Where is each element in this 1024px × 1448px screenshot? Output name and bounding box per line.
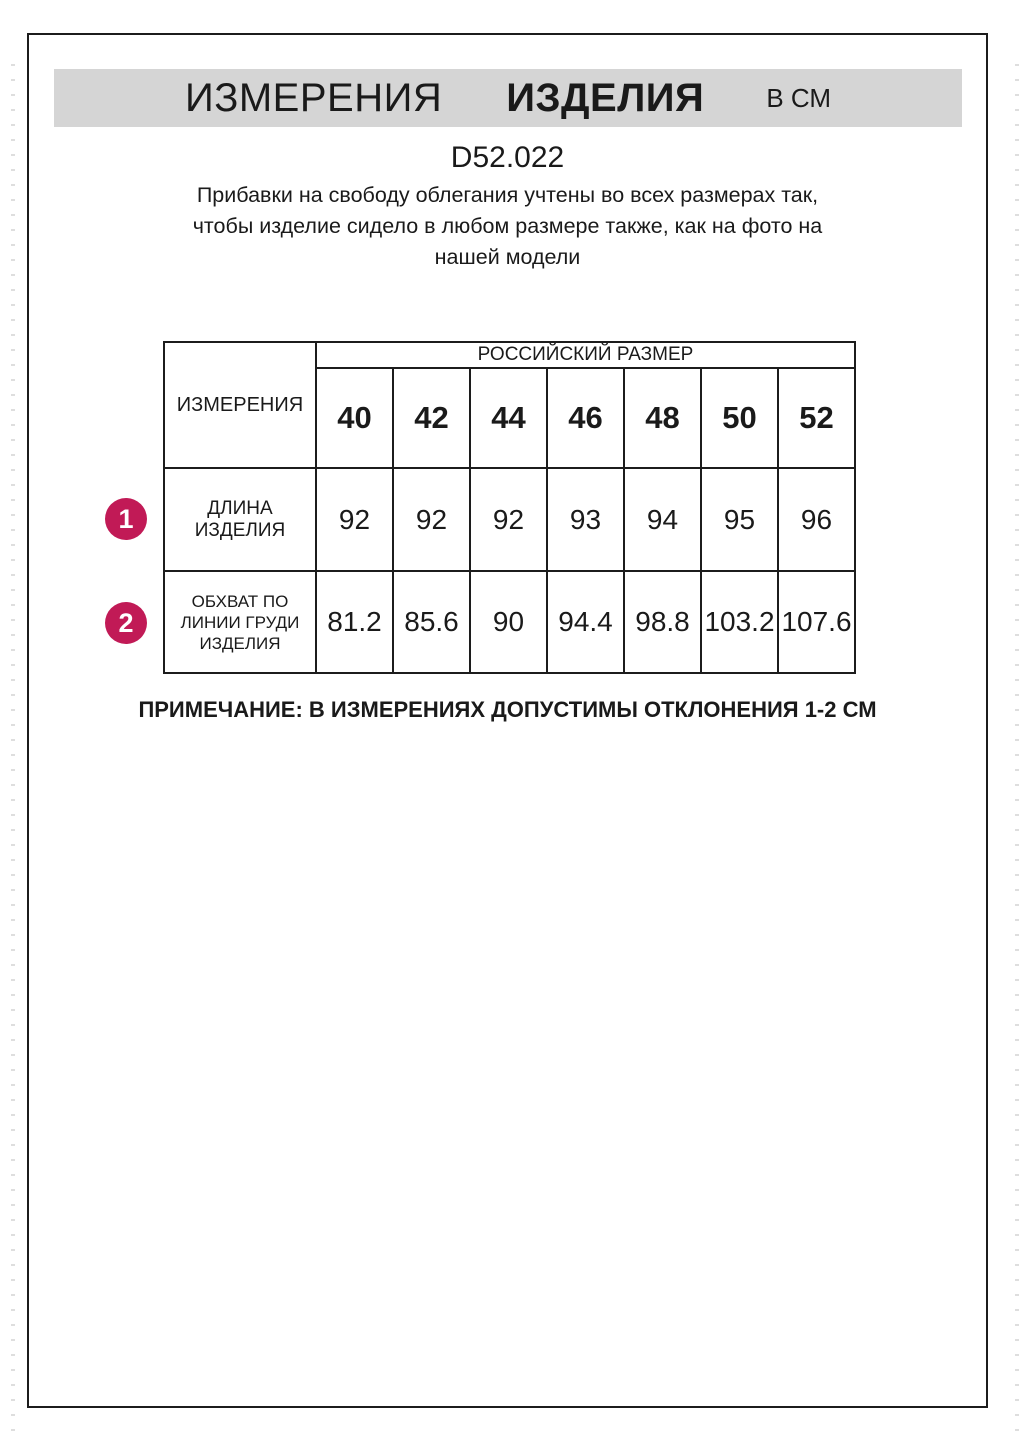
size-header-50: 50 (701, 368, 778, 468)
size-header-44: 44 (470, 368, 547, 468)
length-row-label: ДЛИНА ИЗДЕЛИЯ (164, 468, 316, 571)
fit-description (29, 180, 986, 273)
length-value-46: 93 (547, 468, 624, 571)
chest-value-44: 90 (470, 571, 547, 673)
chest-value-50: 103.2 (701, 571, 778, 673)
length-value-52: 96 (778, 468, 855, 571)
tolerance-note: ПРИМЕЧАНИЕ: В ИЗМЕРЕНИЯХ ДОПУСТИМЫ ОТКЛОНЕНИЯ 1-2 СМ (138, 697, 877, 722)
chest-row-label-line-2: ЛИНИИ ГРУДИ (180, 612, 300, 632)
row-marker-1-number: 1 (118, 503, 134, 534)
length-value-50: 95 (701, 468, 778, 571)
fit-description-line-2: чтобы изделие сидело в любом размере также, как на фото на (192, 214, 823, 238)
page-border-frame (27, 33, 988, 1408)
fit-description-line-3: нашей модели (434, 245, 581, 269)
length-value-40: 92 (316, 468, 393, 571)
chest-value-40: 81.2 (316, 571, 393, 673)
chest-value-48: 98.8 (624, 571, 701, 673)
row-marker-2-number: 2 (118, 607, 134, 638)
size-measurements-table (163, 341, 856, 674)
left-edge-tick-marks (11, 64, 15, 1440)
russian-size-header: РОССИЙСКИЙ РАЗМЕР (316, 342, 855, 368)
size-header-48: 48 (624, 368, 701, 468)
chest-value-42: 85.6 (393, 571, 470, 673)
page-title-word-measurements: ИЗМЕРЕНИЯ (184, 75, 443, 120)
size-header-42: 42 (393, 368, 470, 468)
table-row-length (164, 468, 855, 571)
size-header-46: 46 (547, 368, 624, 468)
row-marker-2 (105, 602, 147, 644)
length-value-44: 92 (470, 468, 547, 571)
length-value-42: 92 (393, 468, 470, 571)
chest-value-46: 94.4 (547, 571, 624, 673)
row-marker-1 (105, 498, 147, 540)
page-title-word-product: ИЗДЕЛИЯ (506, 75, 705, 120)
chest-row-label-line-1: ОБХВАТ ПО (191, 591, 289, 611)
size-header-40: 40 (316, 368, 393, 468)
right-edge-tick-marks (1015, 64, 1019, 1440)
page-title-units: В СМ (766, 82, 832, 113)
table-row-size-system (164, 342, 855, 368)
table-row-chest (164, 571, 855, 673)
title-bar (54, 69, 962, 127)
fit-description-line-1: Прибавки на свободу облегания учтены во всех размерах так, (196, 183, 819, 207)
measurements-column-header: ИЗМЕРЕНИЯ (164, 342, 316, 468)
chest-row-label-line-3: ИЗДЕЛИЯ (199, 633, 281, 653)
size-header-52: 52 (778, 368, 855, 468)
length-value-48: 94 (624, 468, 701, 571)
chest-row-label (164, 571, 316, 673)
chest-value-52: 107.6 (778, 571, 855, 673)
product-code: D52.022 (450, 141, 565, 174)
